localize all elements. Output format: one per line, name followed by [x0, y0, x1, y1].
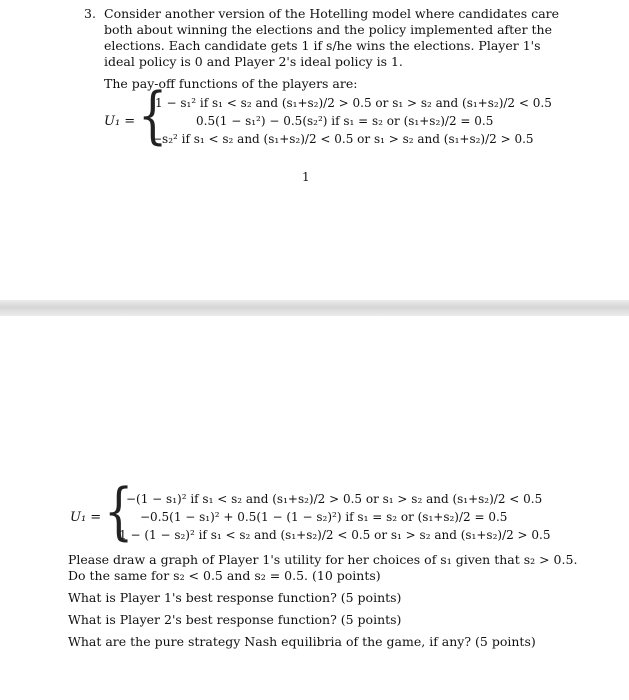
u1-case-1: 1 − s₁² if s₁ < s₂ and (s₁+s₂)/2 > 0.5 or s₁ > s₂ and (s₁+s₂)/2 < 0.5 — [155, 96, 552, 110]
intro-line-1: Consider another version of the Hotelling model where candidates care — [104, 6, 560, 21]
u-case-2: −0.5(1 − s₁)² + 0.5(1 − (1 − s₂)²) if s₁ = s₂ or (s₁+s₂)/2 = 0.5 — [140, 510, 508, 524]
left-brace-2: { — [104, 474, 134, 548]
question-2: Do the same for s₂ < 0.5 and s₂ = 0.5. (10 points) — [68, 568, 381, 583]
page-bottom — [0, 316, 629, 700]
question-4: What is Player 2's best response function? (5 points) — [68, 612, 402, 627]
u-case-3: 1 − (1 − s₂)² if s₁ < s₂ and (s₁+s₂)/2 < 0.5 or s₁ > s₂ and (s₁+s₂)/2 > 0.5 — [119, 528, 551, 542]
page-separator — [0, 300, 629, 316]
intro-line-3: elections. Each candidate gets 1 if s/he wins the elections. Player 1's — [104, 38, 541, 53]
u1-label: U₁ = — [104, 114, 136, 129]
question-1: Please draw a graph of Player 1's utility for her choices of s₁ given that s₂ > 0.5. — [68, 552, 578, 567]
u1-case-2: 0.5(1 − s₁²) − 0.5(s₂²) if s₁ = s₂ or (s₁+s₂)/2 = 0.5 — [196, 114, 494, 128]
u-label: U₁ = — [70, 510, 102, 525]
intro-line-2: both about winning the elections and the policy implemented after the — [104, 22, 552, 37]
u1-case-3: −s₂² if s₁ < s₂ and (s₁+s₂)/2 < 0.5 or s₁ > s₂ and (s₁+s₂)/2 > 0.5 — [152, 132, 534, 146]
question-3: What is Player 1's best response function? (5 points) — [68, 590, 402, 605]
problem-number: 3. — [84, 6, 96, 21]
payoff-heading: The pay-off functions of the players are: — [104, 76, 358, 91]
u-case-1: −(1 − s₁)² if s₁ < s₂ and (s₁+s₂)/2 > 0.5 or s₁ > s₂ and (s₁+s₂)/2 < 0.5 — [126, 492, 543, 506]
intro-line-4: ideal policy is 0 and Player 2's ideal policy is 1. — [104, 54, 403, 69]
left-brace: { — [138, 78, 168, 152]
page-number: 1 — [302, 170, 310, 184]
question-5: What are the pure strategy Nash equilibria of the game, if any? (5 points) — [68, 634, 536, 649]
page-top — [0, 0, 629, 300]
